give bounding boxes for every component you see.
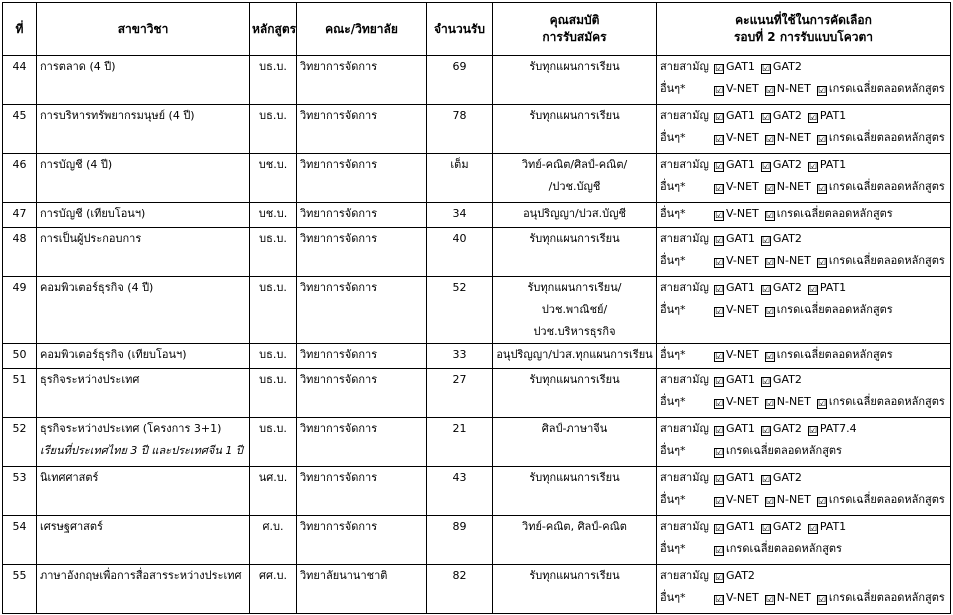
checkbox-icon: ☑ bbox=[808, 113, 817, 123]
checkbox-icon: ☑ bbox=[808, 285, 817, 295]
criterion: V-NET bbox=[726, 303, 759, 316]
cell-no: 44 bbox=[3, 56, 37, 105]
cell-degree: บธ.บ. bbox=[250, 105, 297, 154]
cell-score bbox=[657, 203, 951, 228]
score-general-line bbox=[660, 467, 947, 489]
cell-major bbox=[37, 105, 250, 154]
score-general-line bbox=[660, 154, 947, 176]
criterion: เกรดเฉลี่ยตลอดหลักสูตร bbox=[828, 82, 945, 95]
col-score-line1: คะแนนที่ใช้ในการคัดเลือก bbox=[735, 13, 872, 27]
criterion: เกรดเฉลี่ยตลอดหลักสูตร bbox=[726, 444, 842, 457]
checkbox-icon: ☑ bbox=[715, 135, 724, 145]
other-label: อื่นๆ* bbox=[660, 348, 686, 361]
cell-major bbox=[37, 56, 250, 105]
criterion: GAT1 bbox=[726, 422, 755, 435]
criterion: N-NET bbox=[776, 493, 811, 506]
cell-seats: 21 bbox=[427, 418, 493, 467]
criterion: GAT2 bbox=[772, 373, 802, 386]
criterion: PAT1 bbox=[819, 158, 847, 171]
table-row bbox=[3, 418, 951, 467]
criterion: V-NET bbox=[726, 348, 759, 361]
cell-faculty: วิทยาการจัดการ bbox=[297, 369, 427, 418]
cell-seats: 78 bbox=[427, 105, 493, 154]
checkbox-icon: ☑ bbox=[715, 399, 724, 409]
qualification-text: อนุปริญญา/ปวส.ทุกแผนการเรียน bbox=[496, 348, 653, 361]
checkbox-icon: ☑ bbox=[765, 258, 774, 268]
qualification-text: วิทย์-คณิต, ศิลป์-คณิต bbox=[522, 520, 627, 533]
major-name: การบริหารทรัพยากรมนุษย์ (4 ปี) bbox=[40, 109, 195, 122]
score-other-line bbox=[660, 391, 947, 413]
cell-qualification bbox=[493, 467, 657, 516]
qualification-text: รับทุกแผนการเรียน bbox=[529, 569, 620, 582]
criterion: GAT2 bbox=[726, 569, 755, 582]
criterion: GAT2 bbox=[772, 109, 802, 122]
cell-seats: เต็ม bbox=[427, 154, 493, 203]
checkbox-icon: ☑ bbox=[715, 426, 724, 436]
col-degree: หลักสูตร bbox=[250, 3, 297, 56]
cell-faculty: วิทยาการจัดการ bbox=[297, 228, 427, 277]
cell-degree: บธ.บ. bbox=[250, 228, 297, 277]
criterion: GAT2 bbox=[772, 471, 802, 484]
other-label: อื่นๆ* bbox=[660, 254, 686, 267]
other-label: อื่นๆ* bbox=[660, 131, 686, 144]
cell-seats: 27 bbox=[427, 369, 493, 418]
checkbox-icon: ☑ bbox=[765, 595, 774, 605]
criterion: GAT1 bbox=[726, 471, 755, 484]
checkbox-icon: ☑ bbox=[817, 184, 826, 194]
header-row bbox=[3, 3, 951, 56]
criterion: GAT2 bbox=[772, 60, 802, 73]
cell-no: 50 bbox=[3, 344, 37, 369]
cell-no: 47 bbox=[3, 203, 37, 228]
cell-faculty: วิทยาการจัดการ bbox=[297, 203, 427, 228]
cell-major bbox=[37, 369, 250, 418]
cell-score bbox=[657, 418, 951, 467]
criterion: N-NET bbox=[776, 254, 811, 267]
checkbox-icon: ☑ bbox=[817, 497, 826, 507]
score-other-line bbox=[660, 587, 947, 609]
checkbox-icon: ☑ bbox=[715, 236, 724, 246]
col-qualification bbox=[493, 3, 657, 56]
criterion: GAT2 bbox=[772, 520, 802, 533]
criterion: V-NET bbox=[726, 207, 759, 220]
cell-no: 54 bbox=[3, 516, 37, 565]
major-name: การเป็นผู้ประกอบการ bbox=[40, 232, 142, 245]
col-score bbox=[657, 3, 951, 56]
other-label: อื่นๆ* bbox=[660, 82, 686, 95]
cell-major bbox=[37, 344, 250, 369]
criterion: V-NET bbox=[726, 82, 759, 95]
cell-major bbox=[37, 228, 250, 277]
cell-major bbox=[37, 418, 250, 467]
cell-score bbox=[657, 277, 951, 344]
checkbox-icon: ☑ bbox=[715, 595, 724, 605]
general-label: สายสามัญ bbox=[660, 158, 709, 171]
cell-qualification bbox=[493, 228, 657, 277]
checkbox-icon: ☑ bbox=[817, 86, 826, 96]
checkbox-icon: ☑ bbox=[715, 497, 724, 507]
checkbox-icon: ☑ bbox=[761, 113, 770, 123]
cell-qualification bbox=[493, 277, 657, 344]
score-other-line bbox=[660, 344, 947, 366]
cell-no: 53 bbox=[3, 467, 37, 516]
criterion: GAT1 bbox=[726, 109, 755, 122]
checkbox-icon: ☑ bbox=[761, 426, 770, 436]
cell-faculty: วิทยาลัยนานาชาติ bbox=[297, 565, 427, 614]
criterion: V-NET bbox=[726, 493, 759, 506]
qualification-text: รับทุกแผนการเรียน bbox=[529, 232, 620, 245]
other-label: อื่นๆ* bbox=[660, 444, 686, 457]
cell-major bbox=[37, 203, 250, 228]
checkbox-icon: ☑ bbox=[765, 135, 774, 145]
major-name: นิเทศศาสตร์ bbox=[40, 471, 99, 484]
qualification-text: /ปวช.บัญชี bbox=[548, 180, 601, 193]
major-name: การบัญชี (4 ปี) bbox=[40, 158, 113, 171]
criterion: เกรดเฉลี่ยตลอดหลักสูตร bbox=[726, 542, 842, 555]
col-no: ที่ bbox=[3, 3, 37, 56]
checkbox-icon: ☑ bbox=[761, 285, 770, 295]
checkbox-icon: ☑ bbox=[817, 595, 826, 605]
major-name: ภาษาอังกฤษเพื่อการสื่อสารระหว่างประเทศ bbox=[40, 569, 242, 582]
cell-major bbox=[37, 467, 250, 516]
cell-seats: 82 bbox=[427, 565, 493, 614]
admission-table bbox=[2, 2, 951, 614]
cell-faculty: วิทยาการจัดการ bbox=[297, 105, 427, 154]
major-note: เรียนที่ประเทศไทย 3 ปี และประเทศจีน 1 ปี bbox=[40, 444, 243, 457]
table-row bbox=[3, 344, 951, 369]
major-name: การบัญชี (เทียบโอนฯ) bbox=[40, 207, 146, 220]
checkbox-icon: ☑ bbox=[765, 497, 774, 507]
table-row bbox=[3, 516, 951, 565]
general-label: สายสามัญ bbox=[660, 281, 709, 294]
cell-no: 46 bbox=[3, 154, 37, 203]
score-other-line bbox=[660, 299, 947, 321]
criterion: เกรดเฉลี่ยตลอดหลักสูตร bbox=[828, 131, 945, 144]
cell-score bbox=[657, 105, 951, 154]
criterion: เกรดเฉลี่ยตลอดหลักสูตร bbox=[828, 591, 945, 604]
cell-faculty: วิทยาการจัดการ bbox=[297, 344, 427, 369]
col-seats: จำนวนรับ bbox=[427, 3, 493, 56]
checkbox-icon: ☑ bbox=[761, 377, 770, 387]
cell-major bbox=[37, 516, 250, 565]
criterion: GAT1 bbox=[726, 281, 755, 294]
table-row bbox=[3, 56, 951, 105]
col-qualification-line1: คุณสมบัติ bbox=[549, 13, 600, 27]
cell-degree: บธ.บ. bbox=[250, 369, 297, 418]
col-qualification-line2: การรับสมัคร bbox=[542, 30, 607, 44]
qualification-text: รับทุกแผนการเรียน bbox=[529, 60, 620, 73]
checkbox-icon: ☑ bbox=[715, 285, 724, 295]
table-row bbox=[3, 565, 951, 614]
score-other-line bbox=[660, 489, 947, 511]
checkbox-icon: ☑ bbox=[765, 307, 774, 317]
cell-faculty: วิทยาการจัดการ bbox=[297, 418, 427, 467]
cell-degree: บช.บ. bbox=[250, 154, 297, 203]
cell-seats: 52 bbox=[427, 277, 493, 344]
checkbox-icon: ☑ bbox=[715, 86, 724, 96]
criterion: เกรดเฉลี่ยตลอดหลักสูตร bbox=[828, 493, 945, 506]
cell-major bbox=[37, 277, 250, 344]
criterion: V-NET bbox=[726, 180, 759, 193]
checkbox-icon: ☑ bbox=[715, 64, 724, 74]
cell-no: 45 bbox=[3, 105, 37, 154]
checkbox-icon: ☑ bbox=[715, 211, 724, 221]
score-other-line bbox=[660, 250, 947, 272]
other-label: อื่นๆ* bbox=[660, 591, 686, 604]
other-label: อื่นๆ* bbox=[660, 303, 686, 316]
checkbox-icon: ☑ bbox=[817, 399, 826, 409]
qualification-text: ศิลป์-ภาษาจีน bbox=[541, 422, 608, 435]
score-other-line bbox=[660, 127, 947, 149]
checkbox-icon: ☑ bbox=[761, 524, 770, 534]
checkbox-icon: ☑ bbox=[715, 184, 724, 194]
general-label: สายสามัญ bbox=[660, 60, 709, 73]
criterion: เกรดเฉลี่ยตลอดหลักสูตร bbox=[776, 348, 893, 361]
cell-seats: 40 bbox=[427, 228, 493, 277]
criterion: GAT1 bbox=[726, 373, 755, 386]
criterion: N-NET bbox=[776, 82, 811, 95]
checkbox-icon: ☑ bbox=[761, 236, 770, 246]
criterion: GAT2 bbox=[772, 158, 802, 171]
cell-qualification bbox=[493, 369, 657, 418]
cell-score bbox=[657, 228, 951, 277]
general-label: สายสามัญ bbox=[660, 520, 709, 533]
checkbox-icon: ☑ bbox=[715, 258, 724, 268]
score-other-line bbox=[660, 78, 947, 100]
score-other-line bbox=[660, 176, 947, 198]
cell-degree: บธ.บ. bbox=[250, 56, 297, 105]
qualification-text: ปวช.บริหารธุรกิจ bbox=[533, 325, 616, 338]
table-row bbox=[3, 467, 951, 516]
cell-qualification bbox=[493, 344, 657, 369]
checkbox-icon: ☑ bbox=[765, 399, 774, 409]
checkbox-icon: ☑ bbox=[761, 162, 770, 172]
cell-degree: บธ.บ. bbox=[250, 344, 297, 369]
criterion: N-NET bbox=[776, 131, 811, 144]
cell-faculty: วิทยาการจัดการ bbox=[297, 56, 427, 105]
cell-score bbox=[657, 154, 951, 203]
major-name: ธุรกิจระหว่างประเทศ (โครงการ 3+1) bbox=[40, 422, 222, 435]
checkbox-icon: ☑ bbox=[765, 86, 774, 96]
cell-qualification bbox=[493, 154, 657, 203]
criterion: V-NET bbox=[726, 131, 759, 144]
cell-degree: บธ.บ. bbox=[250, 418, 297, 467]
checkbox-icon: ☑ bbox=[715, 475, 724, 485]
general-label: สายสามัญ bbox=[660, 422, 709, 435]
cell-seats: 89 bbox=[427, 516, 493, 565]
cell-major bbox=[37, 565, 250, 614]
score-general-line bbox=[660, 565, 947, 587]
criterion: GAT2 bbox=[772, 422, 802, 435]
cell-seats: 33 bbox=[427, 344, 493, 369]
major-name: เศรษฐศาสตร์ bbox=[40, 520, 103, 533]
score-general-line bbox=[660, 369, 947, 391]
criterion: เกรดเฉลี่ยตลอดหลักสูตร bbox=[828, 180, 945, 193]
score-other-line bbox=[660, 203, 947, 225]
checkbox-icon: ☑ bbox=[715, 546, 724, 556]
cell-no: 49 bbox=[3, 277, 37, 344]
cell-score bbox=[657, 467, 951, 516]
major-name: ธุรกิจระหว่างประเทศ bbox=[40, 373, 140, 386]
col-faculty: คณะ/วิทยาลัย bbox=[297, 3, 427, 56]
checkbox-icon: ☑ bbox=[761, 64, 770, 74]
cell-faculty: วิทยาการจัดการ bbox=[297, 277, 427, 344]
checkbox-icon: ☑ bbox=[761, 475, 770, 485]
score-general-line bbox=[660, 228, 947, 250]
general-label: สายสามัญ bbox=[660, 373, 709, 386]
checkbox-icon: ☑ bbox=[715, 448, 724, 458]
cell-score bbox=[657, 565, 951, 614]
qualification-text: อนุปริญญา/ปวส.บัญชี bbox=[523, 207, 626, 220]
cell-degree: บธ.บ. bbox=[250, 277, 297, 344]
checkbox-icon: ☑ bbox=[715, 524, 724, 534]
general-label: สายสามัญ bbox=[660, 109, 709, 122]
cell-score bbox=[657, 516, 951, 565]
checkbox-icon: ☑ bbox=[817, 135, 826, 145]
checkbox-icon: ☑ bbox=[715, 377, 724, 387]
criterion: GAT1 bbox=[726, 520, 755, 533]
major-name: คอมพิวเตอร์ธุรกิจ (เทียบโอนฯ) bbox=[40, 348, 187, 361]
general-label: สายสามัญ bbox=[660, 471, 709, 484]
cell-seats: 43 bbox=[427, 467, 493, 516]
criterion: PAT1 bbox=[819, 281, 847, 294]
criterion: GAT2 bbox=[772, 232, 802, 245]
checkbox-icon: ☑ bbox=[808, 524, 817, 534]
checkbox-icon: ☑ bbox=[808, 162, 817, 172]
other-label: อื่นๆ* bbox=[660, 493, 686, 506]
table-row bbox=[3, 228, 951, 277]
criterion: เกรดเฉลี่ยตลอดหลักสูตร bbox=[828, 395, 945, 408]
checkbox-icon: ☑ bbox=[715, 352, 724, 362]
cell-faculty: วิทยาการจัดการ bbox=[297, 516, 427, 565]
cell-score bbox=[657, 56, 951, 105]
cell-qualification bbox=[493, 516, 657, 565]
cell-no: 48 bbox=[3, 228, 37, 277]
checkbox-icon: ☑ bbox=[765, 352, 774, 362]
cell-qualification bbox=[493, 105, 657, 154]
cell-qualification bbox=[493, 565, 657, 614]
cell-seats: 34 bbox=[427, 203, 493, 228]
other-label: อื่นๆ* bbox=[660, 395, 686, 408]
qualification-text: วิทย์-คณิต/ศิลป์-คณิต/ bbox=[521, 158, 628, 171]
checkbox-icon: ☑ bbox=[715, 307, 724, 317]
score-other-line bbox=[660, 440, 947, 462]
cell-no: 52 bbox=[3, 418, 37, 467]
score-general-line bbox=[660, 56, 947, 78]
checkbox-icon: ☑ bbox=[765, 211, 774, 221]
cell-no: 55 bbox=[3, 565, 37, 614]
cell-degree: บช.บ. bbox=[250, 203, 297, 228]
score-general-line bbox=[660, 516, 947, 538]
criterion: V-NET bbox=[726, 591, 759, 604]
criterion: PAT7.4 bbox=[819, 422, 857, 435]
criterion: PAT1 bbox=[819, 109, 847, 122]
major-name: การตลาด (4 ปี) bbox=[40, 60, 116, 73]
qualification-text: รับทุกแผนการเรียน bbox=[529, 373, 620, 386]
cell-no: 51 bbox=[3, 369, 37, 418]
criterion: PAT1 bbox=[819, 520, 847, 533]
score-other-line bbox=[660, 538, 947, 560]
checkbox-icon: ☑ bbox=[715, 113, 724, 123]
criterion: เกรดเฉลี่ยตลอดหลักสูตร bbox=[828, 254, 945, 267]
general-label: สายสามัญ bbox=[660, 232, 709, 245]
cell-degree: นศ.บ. bbox=[250, 467, 297, 516]
criterion: เกรดเฉลี่ยตลอดหลักสูตร bbox=[776, 207, 893, 220]
cell-qualification bbox=[493, 203, 657, 228]
general-label: สายสามัญ bbox=[660, 569, 709, 582]
cell-faculty: วิทยาการจัดการ bbox=[297, 467, 427, 516]
checkbox-icon: ☑ bbox=[715, 573, 724, 583]
score-general-line bbox=[660, 277, 947, 299]
criterion: เกรดเฉลี่ยตลอดหลักสูตร bbox=[776, 303, 893, 316]
other-label: อื่นๆ* bbox=[660, 542, 686, 555]
checkbox-icon: ☑ bbox=[715, 162, 724, 172]
col-major: สาขาวิชา bbox=[37, 3, 250, 56]
cell-score bbox=[657, 344, 951, 369]
col-score-line2: รอบที่ 2 การรับแบบโควตา bbox=[733, 30, 874, 44]
criterion: GAT1 bbox=[726, 60, 755, 73]
checkbox-icon: ☑ bbox=[765, 184, 774, 194]
other-label: อื่นๆ* bbox=[660, 180, 686, 193]
criterion: N-NET bbox=[776, 395, 811, 408]
cell-qualification bbox=[493, 56, 657, 105]
cell-major bbox=[37, 154, 250, 203]
criterion: V-NET bbox=[726, 254, 759, 267]
criterion: N-NET bbox=[776, 180, 811, 193]
qualification-text: รับทุกแผนการเรียน bbox=[529, 471, 620, 484]
criterion: GAT1 bbox=[726, 158, 755, 171]
table-row bbox=[3, 277, 951, 344]
qualification-text: รับทุกแผนการเรียน/ปวช.พาณิชย์/ bbox=[527, 281, 622, 316]
table-body bbox=[3, 56, 951, 614]
checkbox-icon: ☑ bbox=[817, 258, 826, 268]
cell-faculty: วิทยาการจัดการ bbox=[297, 154, 427, 203]
cell-score bbox=[657, 369, 951, 418]
qualification-text: รับทุกแผนการเรียน bbox=[529, 109, 620, 122]
score-general-line bbox=[660, 105, 947, 127]
other-label: อื่นๆ* bbox=[660, 207, 686, 220]
criterion: N-NET bbox=[776, 591, 811, 604]
table-row bbox=[3, 105, 951, 154]
cell-degree: ศ.บ. bbox=[250, 516, 297, 565]
criterion: V-NET bbox=[726, 395, 759, 408]
table-row bbox=[3, 203, 951, 228]
criterion: GAT1 bbox=[726, 232, 755, 245]
table-row bbox=[3, 369, 951, 418]
criterion: GAT2 bbox=[772, 281, 802, 294]
major-name: คอมพิวเตอร์ธุรกิจ (4 ปี) bbox=[40, 281, 154, 294]
checkbox-icon: ☑ bbox=[808, 426, 817, 436]
cell-qualification bbox=[493, 418, 657, 467]
cell-degree: ศศ.บ. bbox=[250, 565, 297, 614]
cell-seats: 69 bbox=[427, 56, 493, 105]
score-general-line bbox=[660, 418, 947, 440]
table-row bbox=[3, 154, 951, 203]
